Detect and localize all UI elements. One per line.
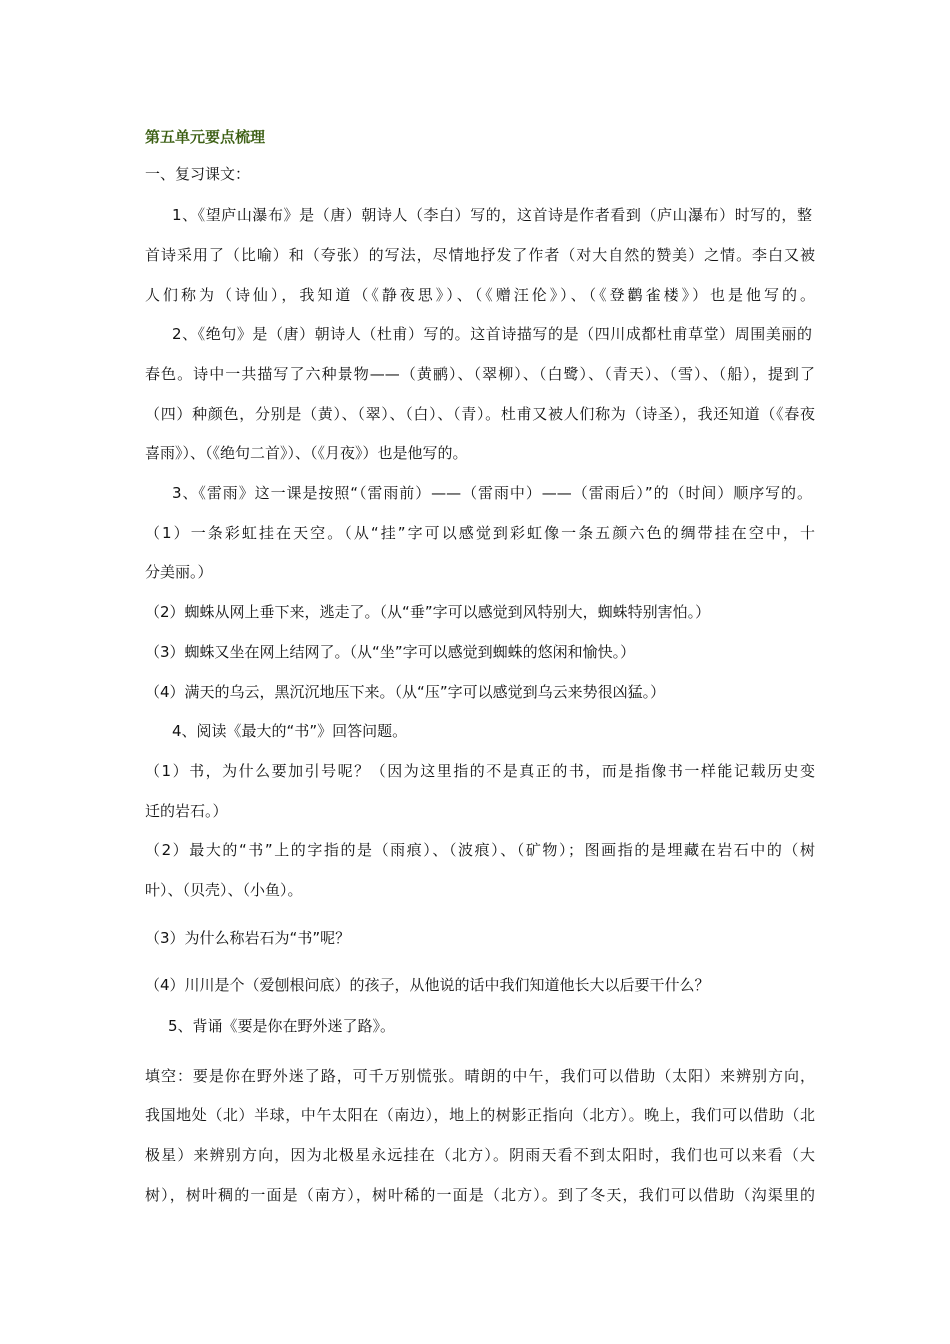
paragraph-line: 分美丽。） — [145, 563, 213, 581]
paragraph-line: 树），树叶稠的一面是（南方），树叶稀的一面是（北方）。到了冬天，我们可以借助（沟渠里的 — [145, 1186, 815, 1204]
paragraph-line: （1）书，为什么要加引号呢？（因为这里指的不是真正的书，而是指像书一样能记载历史变 — [145, 762, 815, 780]
paragraph-line: 5、背诵《要是你在野外迷了路》。 — [168, 1017, 396, 1035]
paragraph-line: 2、《绝句》是（唐）朝诗人（杜甫）写的。这首诗描写的是（四川成都杜甫草堂）周围美丽的 — [172, 325, 812, 343]
paragraph-line: （2）最大的“书”上的字指的是（雨痕）、（波痕）、（矿物）；图画指的是埋藏在岩石中的（树 — [145, 841, 815, 859]
paragraph-line: 填空：要是你在野外迷了路，可千万别慌张。晴朗的中午，我们可以借助（太阳）来辨别方向， — [145, 1067, 815, 1085]
paragraph-line: （4）满天的乌云，黑沉沉地压下来。（从“压”字可以感觉到乌云来势很凶猛。） — [145, 683, 666, 701]
paragraph-line: （2）蜘蛛从网上垂下来，逃走了。（从“垂”字可以感觉到风特别大，蜘蛛特别害怕。） — [145, 603, 711, 621]
paragraph-line: 首诗采用了（比喻）和（夸张）的写法，尽情地抒发了作者（对大自然的赞美）之情。李白又被 — [145, 246, 815, 264]
paragraph-line: （1）一条彩虹挂在天空。（从“挂”字可以感觉到彩虹像一条五颜六色的绸带挂在空中，十 — [145, 524, 815, 542]
section-heading: 一、复习课文： — [145, 165, 251, 183]
paragraph-line: 4、阅读《最大的“书”》回答问题。 — [172, 722, 408, 740]
paragraph-line: 3、《雷雨》这一课是按照“（雷雨前）——（雷雨中）——（雷雨后）”的（时间）顺序写的。 — [172, 484, 812, 502]
paragraph-line: （4）川川是个（爱刨根问底）的孩子，从他说的话中我们知道他长大以后要干什么？ — [145, 976, 710, 994]
paragraph-line: （3）蜘蛛又坐在网上结网了。（从“坐”字可以感觉到蜘蛛的悠闲和愉快。） — [145, 643, 636, 661]
paragraph-line: 人们称为（诗仙），我知道（《静夜思》）、（《赠汪伦》）、（《登鹳雀楼》）也是他写的。 — [145, 286, 815, 304]
paragraph-line: 喜雨》）、（《绝句二首》）、（《月夜》）也是他写的。 — [145, 444, 468, 462]
paragraph-line: （四）种颜色，分别是（黄）、（翠）、（白）、（青）。杜甫又被人们称为（诗圣），我还知道（《春夜 — [145, 405, 815, 423]
paragraph-line: 迁的岩石。） — [145, 802, 228, 820]
paragraph-line: 1、《望庐山瀑布》是（唐）朝诗人（李白）写的，这首诗是作者看到（庐山瀑布）时写的，整 — [172, 206, 812, 224]
paragraph-line: 叶）、（贝壳）、（小鱼）。 — [145, 881, 303, 899]
paragraph-line: 春色。诗中一共描写了六种景物——（黄鹂）、（翠柳）、（白鹭）、（青天）、（雪）、（船），提到了 — [145, 365, 815, 383]
page-title: 第五单元要点梳理 — [145, 128, 266, 146]
paragraph-line: 极星）来辨别方向，因为北极星永远挂在（北方）。阴雨天看不到太阳时，我们也可以来看（大 — [145, 1146, 815, 1164]
paragraph-line: 我国地处（北）半球，中午太阳在（南边），地上的树影正指向（北方）。晚上，我们可以借助（北 — [145, 1106, 815, 1124]
paragraph-line: （3）为什么称岩石为“书”呢？ — [145, 929, 351, 947]
